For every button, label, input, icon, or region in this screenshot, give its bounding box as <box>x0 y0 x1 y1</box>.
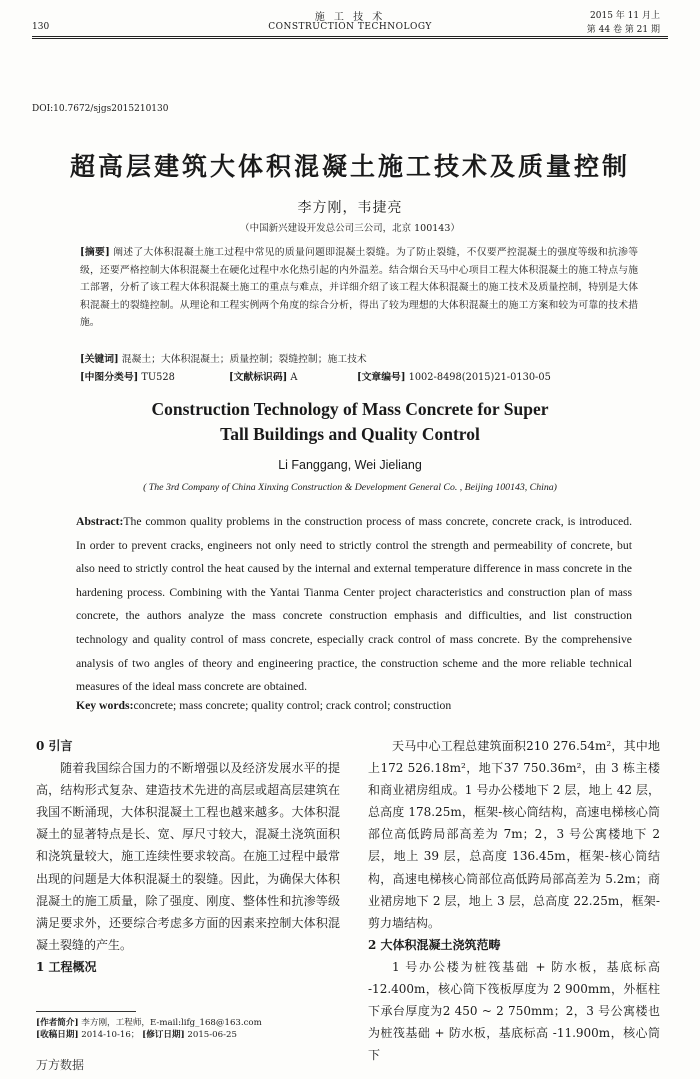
art-label: [文章编号] <box>357 372 406 383</box>
doi: DOI:10.7672/sjgs2015210130 <box>32 104 169 114</box>
section-1-paragraph: 天马中心工程总建筑面积210 276.54m²，其中地上172 526.18m²，地下37 750.36m²，由 3 栋主楼和商业裙房组成。1 号办公楼地下 2 层，地上 42 层，总高度 178.25m，框架-核心筒结构，高速电梯核心筒部位高低跨局部高差为 7m；2，3 号公寓楼地下 2 层，地上 39 层，总高度 136.45m，框架-核心筒结构，高速电梯核心筒部位高低跨局部高差为 5.2m；商业裙房地下 2 层，地上 3 层，总高度 22.25m，框架-剪力墙结构。 <box>368 739 660 930</box>
affiliation-cn: （中国新兴建设开发总公司三公司，北京 100143） <box>240 223 460 234</box>
keywords-cn <box>80 351 638 369</box>
abstract-cn-text: 阐述了大体积混凝土施工过程中常见的质量问题即混凝土裂缝。为了防止裂缝，不仅要严控混凝土的强度等级和抗渗等级，还要严格控制大体积混凝土在硬化过程中水化热引起的内外温差。结合烟台天马中心项目工程大体积混凝土的施工特点与施工部署，分析了该工程大体积混凝土施工的重点与难点，并详细介绍了该工程大体积混凝土的施工技术及质量控制，特别是大体积混凝土的裂缝控制。从理论和工程实例两个角度的综合分析，得出了较为理想的大体积混凝土的施工方案和较为可靠的技术措施。 <box>80 247 638 329</box>
journal-name-en: CONSTRUCTION TECHNOLOGY <box>268 22 432 32</box>
keywords-en-text: concrete; mass concrete; quality control; crack control; construction <box>133 699 452 712</box>
art-value: 1002-8498(2015)21-0130-05 <box>408 372 551 383</box>
authors-cn: 李方刚，韦捷亮 <box>297 200 403 216</box>
title-cn: 超高层建筑大体积混凝土施工技术及质量控制 <box>69 152 630 181</box>
title-en-line2: Tall Buildings and Quality Control <box>220 424 480 444</box>
section-0-heading: 0 引言 <box>36 739 73 753</box>
abstract-en-text: The common quality problems in the construction process of mass concrete, concrete crack, is introduced. In order to prevent cracks, engineers not only need to strictly control the strength and permeability of concrete, but also need to strictly control the heat caused by the internal and external temperature difference in mass concrete in the hardening process. Combining with the Yantai Tianma Center project characteristics and construction plan of mass concrete, the authors analyze the mass concrete construction emphasis and difficulties, and list construction technology and quality control of mass concrete, especially crack control of mass concrete. By the comprehensive analysis of two angles of theory and engineering practice, the construction scheme and the more reliable technical measures of the ideal mass concrete are obtained. <box>76 515 632 694</box>
header-rule-thin <box>32 38 668 39</box>
journal-name-cn: 施 工 技 术 <box>314 12 386 23</box>
author-note <box>36 1017 340 1029</box>
page-number: 130 <box>32 22 50 32</box>
keywords-cn-label: [关键词] <box>80 354 119 365</box>
left-column <box>36 735 340 978</box>
right-column <box>368 735 660 1066</box>
date-note <box>36 1029 340 1041</box>
article-number <box>357 369 551 383</box>
issue-volume: 第 44 卷 第 21 期 <box>586 25 660 35</box>
revised-label: [修订日期] <box>142 1030 185 1040</box>
revised-date: 2015-06-25 <box>187 1030 237 1040</box>
classification-row <box>80 369 175 383</box>
footnote-rule <box>36 1011 136 1012</box>
author-note-text: 李方刚，工程师，E-mail:lifg_168@163.com <box>81 1018 262 1028</box>
section-1-heading: 1 工程概况 <box>36 959 97 974</box>
doc-value: A <box>290 372 298 383</box>
received-date: 2014-10-16； <box>81 1030 140 1040</box>
section-2-paragraph: 1 号办公楼为桩筏基础 + 防水板，基底标高 -12.400m，核心筒下筏板厚度为 2 900mm，外框柱下承台厚度为2 450 ~ 2 750mm；2，3 号公寓楼也为桩筏基础 + 防水板，基底标高 -11.900m，核心筒下 <box>368 959 660 1063</box>
footnote <box>36 1017 340 1041</box>
abstract-en <box>76 510 632 699</box>
doc-code <box>229 369 297 383</box>
keywords-en <box>76 694 632 718</box>
authors-en: Li Fanggang, Wei Jieliang <box>278 458 422 472</box>
keywords-en-label: Key words: <box>76 699 134 712</box>
watermark: 万方数据 <box>36 1058 85 1072</box>
clc-value: TU528 <box>141 372 175 383</box>
header-rule <box>32 36 668 37</box>
section-2-heading: 2 大体积混凝土浇筑范畴 <box>368 937 501 952</box>
received-label: [收稿日期] <box>36 1030 79 1040</box>
abstract-cn <box>80 244 638 332</box>
abstract-cn-label: [摘要] <box>80 247 110 258</box>
clc-label: [中图分类号] <box>80 372 139 383</box>
section-0-paragraph: 随着我国综合国力的不断增强以及经济发展水平的提高，结构形式复杂、建造技术先进的高层或超高层建筑在我国不断涌现，大体积混凝土工程也越来越多。大体积混凝土的显著特点是长、宽、厚尺寸较大，混凝土浇筑面积和浇筑量较大，施工连续性要求较高。在施工过程中最常出现的问题是大体积混凝土的裂缝。因此，为确保大体积混凝土的施工质量，除了强度、刚度、整体性和抗渗等级满足要求外，还要综合考虑多方面的因素来控制大体积混凝土裂缝的产生。 <box>36 761 340 952</box>
issue-date: 2015 年 11 月上 <box>590 11 660 21</box>
keywords-cn-text: 混凝土；大体积混凝土；质量控制；裂缝控制；施工技术 <box>121 354 367 365</box>
title-en-line1: Construction Technology of Mass Concrete for Super <box>151 399 549 419</box>
abstract-en-label: Abstract: <box>76 515 124 528</box>
affiliation-en: ( The 3rd Company of China Xinxing Construction & Development General Co. , Beijing 100143, China) <box>143 482 557 493</box>
doc-label: [文献标识码] <box>229 372 288 383</box>
author-note-label: [作者简介] <box>36 1018 79 1028</box>
